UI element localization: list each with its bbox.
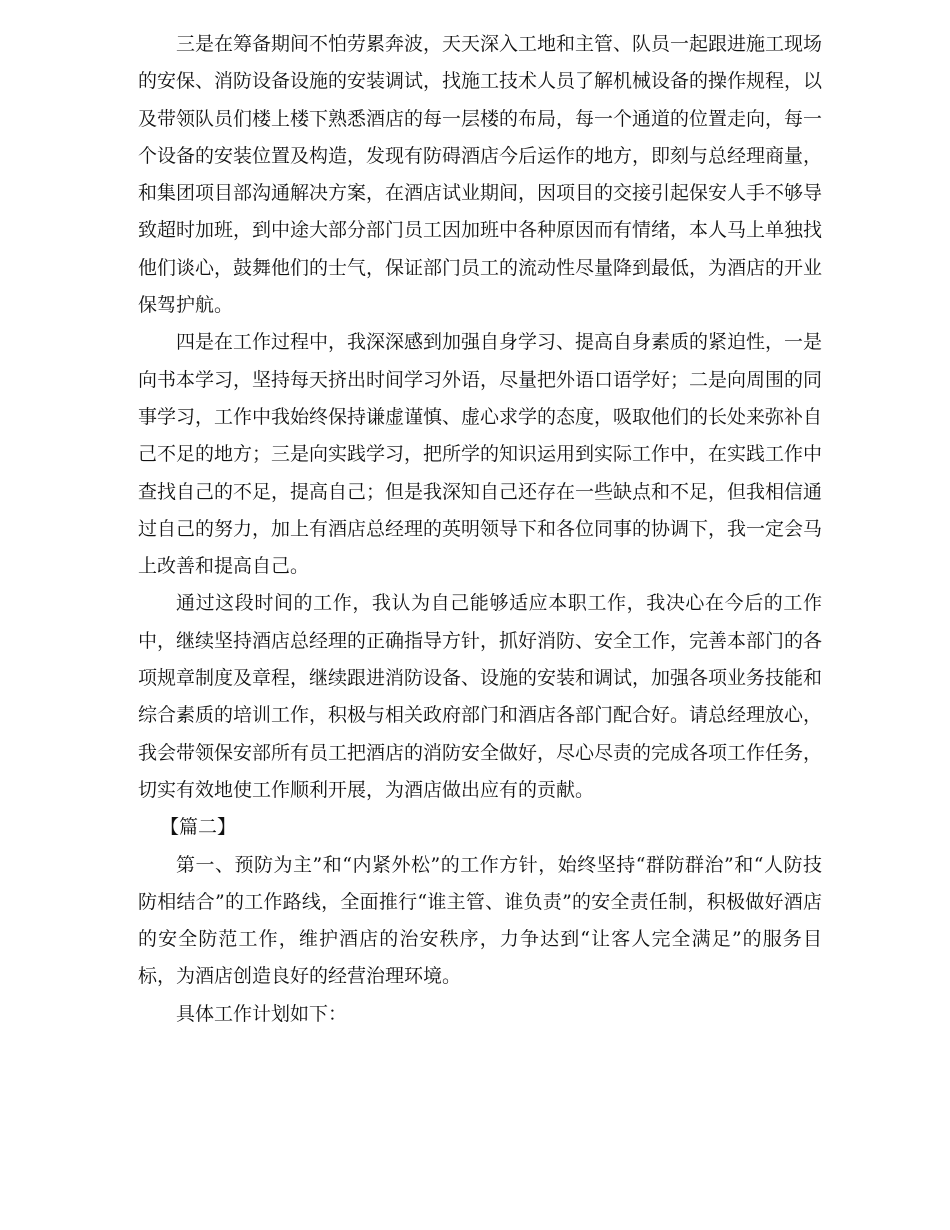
paragraph-self-study: 四是在工作过程中，我深深感到加强自身学习、提高自身素质的紧迫性，一是向书本学习，坚持每天挤出时间学习外语，尽量把外语口语学好；二是向周围的同事学习，工作中我始终保持谦虚谨慎、虚心求学的态度，吸取他们的长处来弥补自己不足的地方；三是向实践学习，把所学的知识运用到实际工作中，在实践工作中查找自己的不足，提高自己；但是我深知自己还存在一些缺点和不足，但我相信通过自己的努力，加上有酒店总经理的英明领导下和各位同事的协调下，我一定会马上改善和提高自己。 bbox=[138, 331, 823, 578]
paragraph-preparation-period: 三是在筹备期间不怕劳累奔波，天天深入工地和主管、队员一起跟进施工现场的安保、消防设备设施的安装调试，找施工技术人员了解机械设备的操作规程，以及带领队员们楼上楼下熟悉酒店的每一层楼的布局，每一个通道的位置走向，每一个设备的安装位置及构造，发现有防碍酒店今后运作的地方，即刻与总经理商量，和集团项目部沟通解决方案，在酒店试业期间，因项目的交接引起保安人手不够导致超时加班，到中途大部分部门员工因加班中各种原因而有情绪，本人马上单独找他们谈心，鼓舞他们的士气，保证部门员工的流动性尽量降到最低，为酒店的开业保驾护航。 bbox=[138, 33, 823, 317]
section-heading: 【篇二】 bbox=[160, 816, 237, 839]
paragraph-plan-intro: 具体工作计划如下： bbox=[176, 1002, 348, 1025]
paragraph-work-policy: 第一、预防为主”和“内紧外松”的工作方针，始终坚持“群防群治”和“人防技防相结合”的工作路线，全面推行“谁主管、谁负责”的安全责任制，积极做好酒店的安全防范工作，维护酒店的治安秩序，力争达到“让客人完全满足”的服务目标，为酒店创造良好的经营治理环境。 bbox=[138, 853, 822, 988]
document-body bbox=[138, 26, 822, 1033]
paragraph-future-commitment: 通过这段时间的工作，我认为自己能够适应本职工作，我决心在今后的工作中，继续坚持酒店总经理的正确指导方针，抓好消防、安全工作，完善本部门的各项规章制度及章程，继续跟进消防设备、设施的安装和调试，加强各项业务技能和综合素质的培训工作，积极与相关政府部门和酒店各部门配合好。请总经理放心，我会带领保安部所有员工把酒店的消防安全做好，尽心尽责的完成各项工作任务，切实有效地使工作顺利开展，为酒店做出应有的贡献。 bbox=[138, 592, 823, 801]
